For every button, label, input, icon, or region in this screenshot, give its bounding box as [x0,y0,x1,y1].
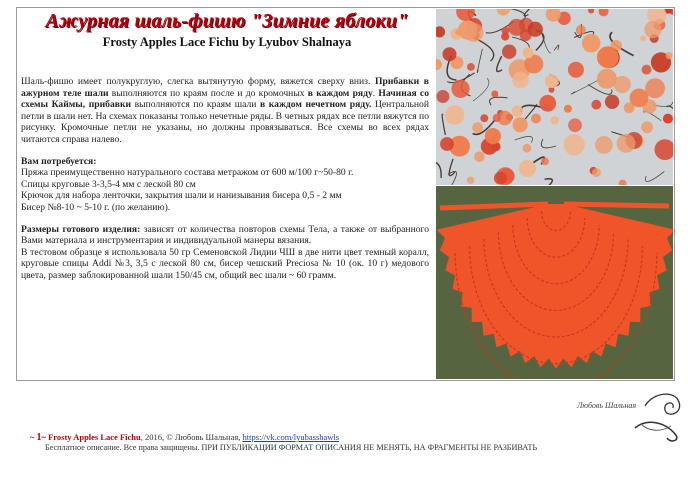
intro-paragraph: Шаль-фишю имеет полукруглую, слегка вытянутую форму, вяжется сверху вниз. Прибавки в ажурном теле шали выполняются по краям после и до кромочных в каждом ряду. Начиная со схемы Каймы, прибавки выполняются по краям шали в каждом нечетном ряду. Центральной петли в шали нет. На схемах показаны только нечетные ряды. В четных рядах все петли вяжутся по рисунку. Кромочные петли не указаны, но должны провязываться. Все схемы во всех рядах читаются справа налево. [21,76,429,145]
materials-heading: Вам потребуется: [21,155,97,167]
footer-brand: Frosty Apples Lace Fichu [48,432,141,442]
materials-item: Бисер №8-10 ~ 5-10 г. (по желанию). [21,201,171,213]
author-signature [575,388,690,446]
footer-note: Бесплатное описание. Все права защищены. ПРИ ПУБЛИКАЦИИ ФОРМАТ ОПИСАНИЯ НЕ МЕНЯТЬ, НА ФРАГМЕНТЫ НЕ РАЗБИВАТЬ [45,443,538,452]
description-body [21,76,429,282]
page-subtitle: Frosty Apples Lace Fichu by Lyubov Shalnaya [102,35,352,49]
author-link[interactable]: https://vk.com/lyubasshawls [242,432,340,442]
shawl-photo [436,186,673,379]
sizes-paragraph: Размеры готового изделия: зависят от количества повторов схемы Тела, а также от выбранного Вами материала и инструментария и индивидуальной манеры вязания. [21,223,429,247]
apples-photo [436,9,673,185]
materials-item: Крючок для набора ленточки, закрытия шали и нанизывания бисера 0,5 - 2 мм [21,190,342,202]
shawl-image [436,186,673,379]
footer-logo-number: 1 [36,432,42,443]
page-title: Ажурная шаль-фишю "Зимние яблоки" [45,10,409,32]
sample-paragraph: В тестовом образце я использовала 50 гр Семеновской Лидии ЧШ в две нити цвет темный коралл, круговые спицы Addi №3, 3,5 с леской 80 см, бисер чешский Preciosa № 10 (ок. 10 г) медового цвета, размер заблокированной шали 150/45 см, общий вес шали ~ 60 грамм. [21,246,429,281]
materials-item: Пряжа преимущественно натурального состава метражом от 600 м/100 г~50-80 г. [21,167,354,179]
materials-item: Спицы круговые 3-3,5-4 мм с леской 80 см [21,178,196,190]
apples-image [436,9,673,185]
signature-text: Любовь Шальная [577,401,637,410]
footer-credit: ~ 1~ Frosty Apples Lace Fichu, 2016, © Любовь Шальная, https://vk.com/lyubasshawls [30,432,340,443]
page-frame [16,7,675,381]
